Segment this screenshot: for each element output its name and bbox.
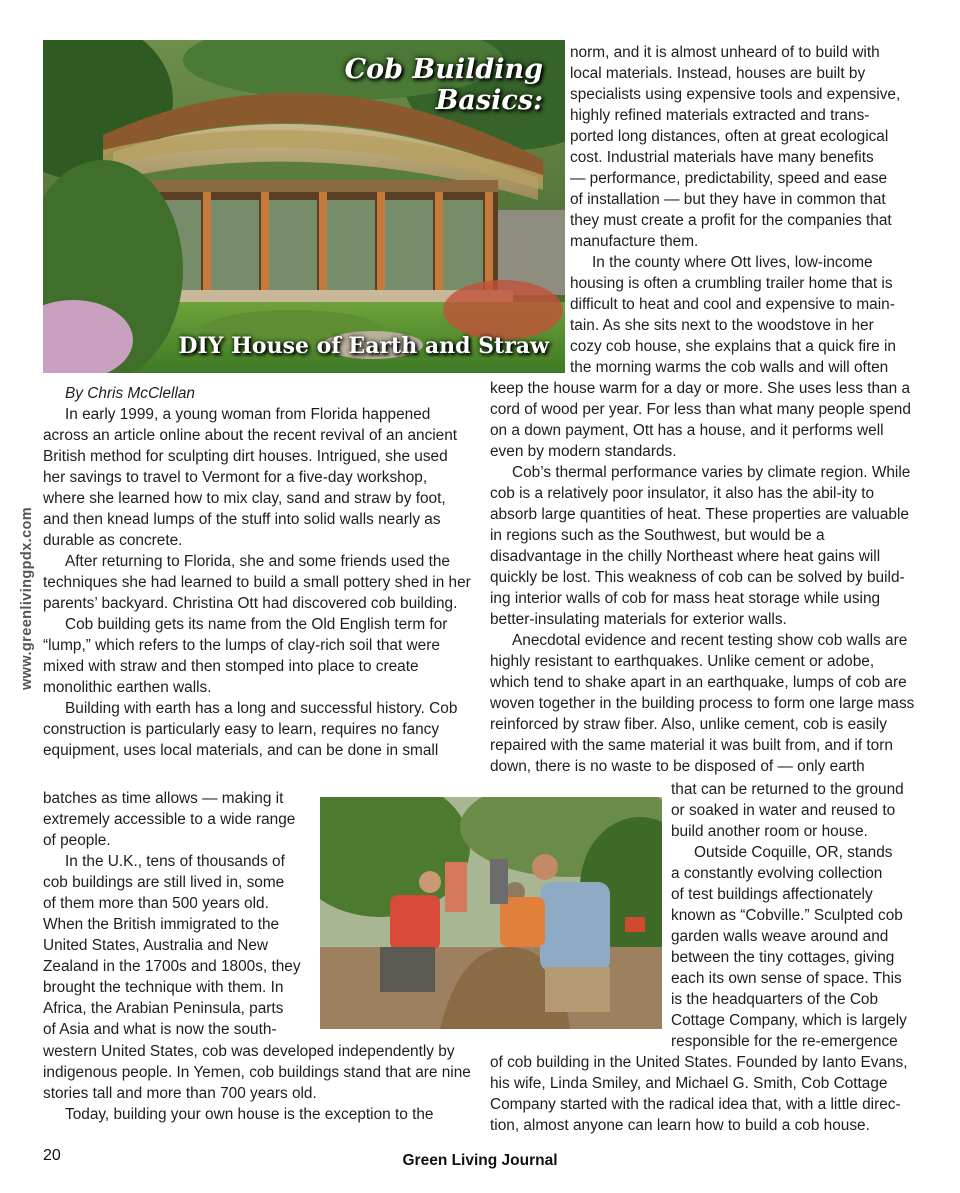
text-line: of installation — but they have in common that — [570, 191, 886, 208]
text-line: United States, Australia and New — [43, 937, 268, 954]
left-column — [43, 383, 471, 761]
text-line: cozy cob house, she explains that a quick fire in — [570, 338, 896, 355]
text-line: highly refined materials extracted and trans- — [570, 107, 870, 124]
text-line: garden walls weave around and — [671, 928, 889, 945]
text-line: brought the technique with them. In — [43, 979, 284, 996]
text-line: norm, and it is almost unheard of to build with — [570, 44, 880, 61]
text-line: or soaked in water and reused to — [671, 802, 896, 819]
text-line: Africa, the Arabian Peninsula, parts — [43, 1000, 284, 1017]
text-line: that can be returned to the ground — [671, 781, 904, 798]
text-line: — performance, predictability, speed and ease — [570, 170, 888, 187]
text-line: build another room or house. — [671, 823, 868, 840]
text-line: of them more than 500 years old. — [43, 895, 269, 912]
text-line: ported long distances, often at great ecological — [570, 128, 889, 145]
text-line: each its own sense of space. This — [671, 970, 902, 987]
text-line: of people. — [43, 832, 111, 849]
text-line: Zealand in the 1700s and 1800s, they — [43, 958, 301, 975]
article-subtitle: DIY House of Earth and Straw — [178, 333, 549, 359]
workshop-photo — [320, 797, 662, 1029]
article-title: Cob Building Basics: — [344, 54, 543, 116]
website-url: www.greenlivingpdx.com — [19, 506, 35, 690]
text-line: difficult to heat and cool and expensive to main- — [570, 296, 895, 313]
text-line: housing is often a crumbling trailer home that is — [570, 275, 893, 292]
text-line: manufacture them. — [570, 233, 699, 250]
text-line: known as “Cobville.” Sculpted cob — [671, 907, 903, 924]
text-line: a constantly evolving collection — [671, 865, 883, 882]
text-line: responsible for the re-emergence — [671, 1033, 898, 1050]
text-line: extremely accessible to a wide range — [43, 811, 296, 828]
text-line: of Asia and what is now the south- — [43, 1021, 277, 1038]
text-line: Cottage Company, which is largely — [671, 1012, 907, 1029]
text-line: of test buildings affectionately — [671, 886, 873, 903]
paragraph: Today, building your own house is the exception to the — [65, 1106, 434, 1123]
paragraph: western United States, cob was developed independently by indigenous people. In Yemen, cob buildings stand that are nine stories tall and more than 700 years old. — [43, 1043, 471, 1102]
text-line: local materials. Instead, houses are built by — [570, 65, 866, 82]
text-line: tain. As she sits next to the woodstove in her — [570, 317, 874, 334]
cob-workshop-photo — [320, 797, 662, 1029]
paragraph: Cob building gets its name from the Old English term for “lump,” which refers to the lumps of clay-rich soil that were mixed with straw and then stomped into place to create monolithic earthen walls. — [43, 616, 448, 696]
paragraph: Anecdotal evidence and recent testing show cob walls are highly resistant to earthquakes. Unlike cement or adobe, which tend to shake apart in an earthquake, lumps of cob are woven together in the building process to form one large mass reinforced by straw fiber. Also, unlike cement, cob is easily repaired with the same material it was built from, and if torn down, there is no waste to be disposed of — only earth — [490, 632, 915, 775]
text-line: the morning warms the cob walls and will often — [570, 359, 889, 376]
publication-name: Green Living Journal — [402, 1152, 558, 1169]
text-line: When the British immigrated to the — [43, 916, 280, 933]
paragraph: Cob’s thermal performance varies by climate region. While cob is a relatively poor insulator, it also has the abil-ity to absorb large quantities of heat. These properties are valuable in regions such as the Southwest, but would be a disadvantage in the chilly Northeast where heat gains will quickly be lost. This weakness of cob can be solved by build-ing interior walls of cob for mass heat storage while using better-insulating materials for exterior walls. — [490, 464, 911, 628]
text-line: between the tiny cottages, giving — [671, 949, 895, 966]
right-column — [490, 378, 917, 777]
text-line: they must create a profit for the companies that — [570, 212, 892, 229]
paragraph: Building with earth has a long and successful history. Cob construction is particularly easy to learn, requires no fancy equipment, uses local materials, and can be done in small — [43, 700, 458, 759]
paragraph: of cob building in the United States. Founded by Ianto Evans, his wife, Linda Smiley, and Michael G. Smith, Cob Cottage Company started with the radical idea that, with a little direc-tion, almost anyone can learn how to build a cob house. — [490, 1054, 908, 1134]
text-line: cob buildings are still lived in, some — [43, 874, 285, 891]
paragraph: In early 1999, a young woman from Florida happened across an article online about the recent revival of an ancient British method for sculpting dirt houses. Intrigued, she used her savings to travel to Vermont for a five-day workshop, where she learned how to mix clay, sand and straw by foot, and then knead lumps of the stuff into solid walls nearly as durable as concrete. — [43, 406, 458, 549]
paragraph: keep the house warm for a day or more. She uses less than a cord of wood per year. For less than what many people spend on a down payment, Ott has a house, and it performs well even by modern standards. — [490, 380, 911, 460]
text-line: In the U.K., tens of thousands of — [65, 853, 285, 870]
text-line: Outside Coquille, OR, stands — [694, 844, 893, 861]
left-bottom-text — [43, 1041, 471, 1125]
byline: By Chris McClellan — [65, 385, 195, 402]
text-line: In the county where Ott lives, low-income — [592, 254, 873, 271]
right-bottom-text — [490, 1052, 917, 1136]
text-line: batches as time allows — making it — [43, 790, 284, 807]
text-line: cost. Industrial materials have many benefits — [570, 149, 874, 166]
paragraph: After returning to Florida, she and some friends used the techniques she had learned to build a small pottery shed in her parents’ backyard. Christina Ott had discovered cob building. — [43, 553, 471, 612]
hero-photo — [43, 40, 565, 373]
text-line: is the headquarters of the Cob — [671, 991, 879, 1008]
page-number: 20 — [43, 1147, 61, 1164]
text-line: specialists using expensive tools and expensive, — [570, 86, 901, 103]
